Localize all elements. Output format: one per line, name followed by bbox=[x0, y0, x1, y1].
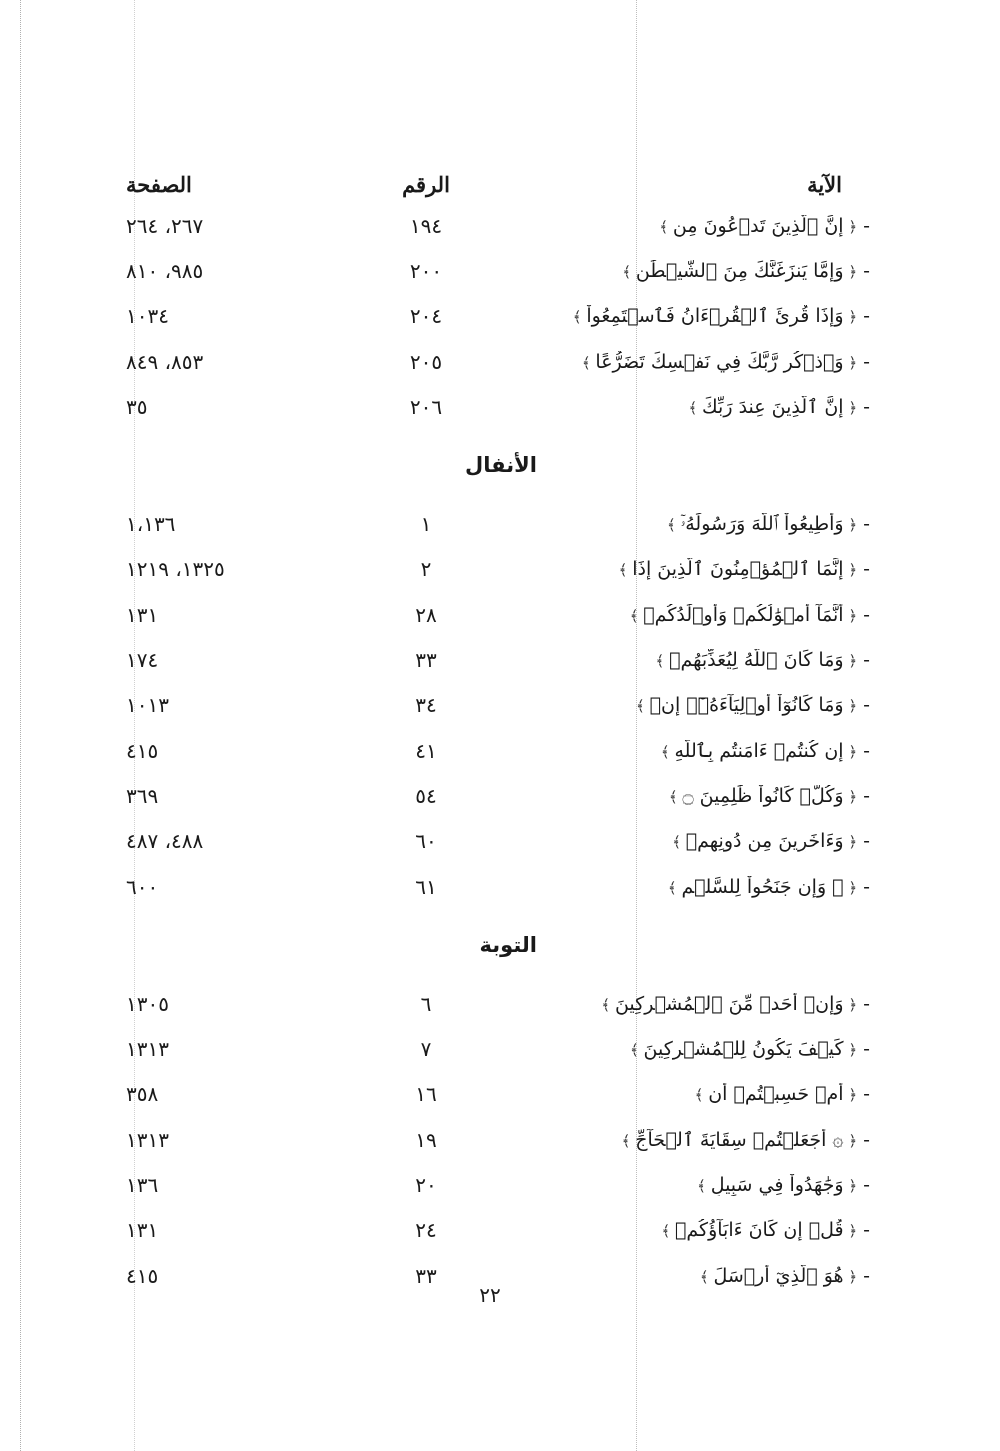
close-bracket-icon: ﴾ bbox=[659, 217, 673, 236]
verse-text: وَإِذَا قُرِئَ ٱلۡقُرۡءَانُ فَٱسۡتَمِعُواْ bbox=[586, 305, 844, 328]
index-row bbox=[110, 683, 870, 728]
close-bracket-icon: ﴾ bbox=[622, 262, 636, 281]
verse-cell bbox=[475, 1038, 870, 1060]
row-dash: - bbox=[863, 513, 870, 536]
verse-cell bbox=[475, 1174, 870, 1196]
open-bracket-icon: ﴿ bbox=[843, 742, 858, 761]
index-row bbox=[110, 819, 870, 864]
page-reference: ١٣١ bbox=[126, 602, 159, 627]
open-bracket-icon: ﴿ bbox=[843, 217, 858, 236]
verse-cell bbox=[475, 558, 870, 580]
open-bracket-icon: ﴿ bbox=[843, 1222, 858, 1241]
index-row bbox=[110, 773, 870, 818]
row-dash: - bbox=[863, 784, 870, 807]
page-reference: ٨٥٣، ٨٤٩ bbox=[126, 349, 204, 374]
page-reference: ٤٨٨، ٤٨٧ bbox=[126, 829, 204, 854]
verse-cell bbox=[475, 513, 870, 535]
verse-text: وَجَٰهَدُواْ فِي سَبِيلِ bbox=[710, 1173, 844, 1196]
row-dash: - bbox=[863, 649, 870, 672]
verse-cell bbox=[475, 351, 870, 373]
open-bracket-icon: ﴿ bbox=[843, 1176, 858, 1195]
verse-cell bbox=[475, 1083, 870, 1105]
verse-number: ٢٤ bbox=[415, 1218, 437, 1243]
close-bracket-icon: ﴾ bbox=[629, 1041, 644, 1060]
verse-text: إِنَّ ٱلَّذِينَ عِندَ رَبِّكَ bbox=[702, 395, 844, 418]
verse-text: وَإِمَّا يَنزَغَنَّكَ مِنَ ٱلشَّيۡطَٰنِ bbox=[635, 259, 844, 282]
verse-number: ١ bbox=[420, 512, 432, 537]
page-number: ٢٢ bbox=[479, 1283, 501, 1307]
surah-heading: التوبة bbox=[479, 933, 537, 958]
verse-number: ١٩٤ bbox=[409, 213, 443, 238]
page-reference: ١٠٣٤ bbox=[126, 304, 169, 329]
close-bracket-icon: ﴾ bbox=[668, 787, 683, 806]
verse-text: إِن كُنتُمۡ ءَامَنتُم بِٱللَّهِ bbox=[674, 739, 844, 762]
header-verse: الآية bbox=[807, 171, 842, 197]
verse-cell bbox=[475, 830, 870, 852]
row-dash: - bbox=[863, 739, 870, 762]
verse-text: هُوَ ٱلَّذِيٓ أَرۡسَلَ bbox=[713, 1264, 844, 1287]
verse-cell bbox=[475, 1129, 870, 1151]
verse-number: ٦ bbox=[420, 991, 432, 1016]
verse-text: وَإِنۡ أَحَدٞ مِّنَ ٱلۡمُشۡرِكِينَ bbox=[614, 992, 844, 1015]
verse-number: ٢ bbox=[420, 557, 432, 582]
close-bracket-icon: ﴾ bbox=[667, 878, 682, 897]
verse-cell bbox=[475, 694, 870, 716]
index-row bbox=[110, 981, 870, 1026]
verse-cell bbox=[475, 1219, 870, 1241]
row-dash: - bbox=[863, 1128, 870, 1151]
page-reference: ١٣١ bbox=[126, 1218, 159, 1243]
index-row bbox=[110, 1117, 870, 1162]
page-reference: ١٣١٣ bbox=[126, 1037, 169, 1062]
index-row bbox=[110, 637, 870, 682]
surah-heading: الأنفال bbox=[465, 453, 537, 478]
index-row bbox=[110, 294, 870, 339]
page-reference: ١،١٣٦ bbox=[126, 512, 176, 537]
verse-text: أَنَّمَآ أَمۡوَٰلُكُمۡ وَأَوۡلَٰدُكُمۡ bbox=[643, 603, 844, 626]
page-reference: ٩٨٥، ٨١٠ bbox=[126, 258, 204, 283]
verse-number: ٣٣ bbox=[415, 1263, 437, 1288]
close-bracket-icon: ﴾ bbox=[666, 516, 681, 535]
row-dash: - bbox=[863, 694, 870, 717]
verse-cell bbox=[475, 396, 870, 418]
open-bracket-icon: ﴿ bbox=[843, 697, 858, 716]
open-bracket-icon: ﴿ bbox=[843, 398, 858, 417]
close-bracket-icon: ﴾ bbox=[655, 652, 670, 671]
index-row bbox=[110, 248, 870, 293]
open-bracket-icon: ﴿ bbox=[843, 308, 858, 327]
open-bracket-icon: ﴿ bbox=[843, 516, 858, 535]
verse-number: ٣٤ bbox=[415, 693, 437, 718]
close-bracket-icon: ﴾ bbox=[601, 995, 615, 1014]
open-bracket-icon: ﴿ bbox=[843, 1267, 858, 1286]
index-row bbox=[110, 339, 870, 384]
verse-text: إِنَّمَا ٱلۡمُؤۡمِنُونَ ٱلَّذِينَ إِذَا bbox=[632, 558, 844, 581]
header-page: الصفحة bbox=[126, 171, 192, 197]
page-reference: ٤١٥ bbox=[126, 738, 159, 763]
index-row bbox=[110, 1026, 870, 1071]
index-row bbox=[110, 864, 870, 909]
close-bracket-icon: ﴾ bbox=[661, 1222, 675, 1241]
verse-number: ٢٠٦ bbox=[409, 394, 443, 419]
scan-margin-line-left bbox=[20, 0, 21, 1451]
verse-cell bbox=[475, 649, 870, 671]
row-dash: - bbox=[863, 875, 870, 898]
verse-number: ٦٠ bbox=[415, 829, 437, 854]
open-bracket-icon: ﴿ bbox=[843, 606, 858, 625]
page-reference: ١٧٤ bbox=[126, 648, 159, 673]
open-bracket-icon: ﴿ bbox=[843, 262, 858, 281]
page-reference: ١٣٢٥، ١٢١٩ bbox=[126, 557, 225, 582]
verse-text: وَمَا كَانُوٓاْ أَوۡلِيَآءَهُۥٓۚ إِنۡ bbox=[649, 694, 844, 717]
open-bracket-icon: ﴿ bbox=[843, 353, 858, 372]
row-dash: - bbox=[863, 1264, 870, 1287]
verse-cell bbox=[475, 215, 870, 237]
row-dash: - bbox=[863, 1219, 870, 1242]
open-bracket-icon: ﴿ bbox=[843, 652, 858, 671]
verse-number: ٣٣ bbox=[415, 648, 437, 673]
header-number: الرقم bbox=[402, 171, 450, 197]
verse-text: وَءَاخَرِينَ مِن دُونِهِمۡ bbox=[685, 830, 844, 853]
verse-cell bbox=[475, 260, 870, 282]
close-bracket-icon: ﴾ bbox=[672, 833, 686, 852]
row-dash: - bbox=[863, 395, 870, 418]
verse-text: وَمَا كَانَ ٱللَّهُ لِيُعَذِّبَهُمۡ bbox=[669, 649, 844, 672]
verse-index-page bbox=[110, 165, 870, 1298]
verse-text: ۞ وَإِن جَنَحُواْ لِلسَّلۡمِ bbox=[681, 875, 844, 898]
verse-number: ١٩ bbox=[415, 1127, 437, 1152]
row-dash: - bbox=[863, 1038, 870, 1061]
open-bracket-icon: ﴿ bbox=[843, 833, 858, 852]
verse-text: وَأَطِيعُواْ ٱللَّهَ وَرَسُولَهُۥٓ bbox=[680, 513, 844, 536]
close-bracket-icon: ﴾ bbox=[660, 742, 675, 761]
verse-number: ٢٠ bbox=[415, 1172, 437, 1197]
row-dash: - bbox=[863, 350, 870, 373]
verse-text: وَكُلّٞ كَانُواْ ظَٰلِمِينَ ۝ bbox=[682, 784, 844, 807]
row-dash: - bbox=[863, 558, 870, 581]
verse-text: كَيۡفَ يَكُونُ لِلۡمُشۡرِكِينَ bbox=[643, 1038, 844, 1061]
verse-text: إِنَّ ٱلَّذِينَ تَدۡعُونَ مِن bbox=[672, 214, 844, 237]
verse-number: ٢٠٠ bbox=[409, 258, 443, 283]
index-sections bbox=[110, 203, 870, 1298]
open-bracket-icon: ﴿ bbox=[843, 1131, 858, 1150]
page-reference: ١٣٦ bbox=[126, 1172, 159, 1197]
verse-number: ٧ bbox=[420, 1037, 432, 1062]
verse-cell bbox=[475, 993, 870, 1015]
close-bracket-icon: ﴾ bbox=[688, 398, 703, 417]
page-reference: ١٣١٣ bbox=[126, 1127, 169, 1152]
verse-number: ٥٤ bbox=[415, 783, 437, 808]
index-row bbox=[110, 1162, 870, 1207]
row-dash: - bbox=[863, 1083, 870, 1106]
row-dash: - bbox=[863, 1173, 870, 1196]
close-bracket-icon: ﴾ bbox=[699, 1267, 714, 1286]
close-bracket-icon: ﴾ bbox=[697, 1176, 711, 1195]
close-bracket-icon: ﴾ bbox=[621, 1131, 636, 1150]
verse-number: ٢٠٤ bbox=[409, 304, 443, 329]
index-row bbox=[110, 1072, 870, 1117]
verse-cell bbox=[475, 604, 870, 626]
page-reference: ٣٥٨ bbox=[126, 1082, 159, 1107]
close-bracket-icon: ﴾ bbox=[581, 353, 596, 372]
table-header bbox=[110, 165, 870, 203]
page-reference: ٣٥ bbox=[126, 394, 148, 419]
page-reference: ١٠١٣ bbox=[126, 693, 169, 718]
verse-cell bbox=[475, 785, 870, 807]
verse-number: ٢٠٥ bbox=[409, 349, 443, 374]
row-dash: - bbox=[863, 259, 870, 282]
open-bracket-icon: ﴿ bbox=[843, 787, 858, 806]
index-row bbox=[110, 501, 870, 546]
open-bracket-icon: ﴿ bbox=[843, 1041, 858, 1060]
close-bracket-icon: ﴾ bbox=[629, 606, 644, 625]
open-bracket-icon: ﴿ bbox=[843, 995, 858, 1014]
page-reference: ٤١٥ bbox=[126, 1263, 159, 1288]
index-row bbox=[110, 728, 870, 773]
verse-text: أَمۡ حَسِبۡتُمۡ أَن bbox=[708, 1083, 844, 1106]
verse-text: وَٱذۡكُر رَّبَّكَ فِي نَفۡسِكَ تَضَرُّعًا bbox=[595, 350, 844, 373]
open-bracket-icon: ﴿ bbox=[843, 878, 858, 897]
close-bracket-icon: ﴾ bbox=[636, 697, 650, 716]
row-dash: - bbox=[863, 305, 870, 328]
page-reference: ١٣٠٥ bbox=[126, 991, 169, 1016]
close-bracket-icon: ﴾ bbox=[572, 308, 587, 327]
verse-cell bbox=[475, 1265, 870, 1287]
open-bracket-icon: ﴿ bbox=[843, 1086, 858, 1105]
row-dash: - bbox=[863, 214, 870, 237]
verse-cell bbox=[475, 740, 870, 762]
index-row bbox=[110, 547, 870, 592]
verse-cell bbox=[475, 305, 870, 327]
verse-number: ٦١ bbox=[415, 874, 437, 899]
row-dash: - bbox=[863, 992, 870, 1015]
page-reference: ٦٠٠ bbox=[126, 874, 159, 899]
row-dash: - bbox=[863, 603, 870, 626]
index-row bbox=[110, 384, 870, 429]
verse-text: ۞ أَجَعَلۡتُمۡ سِقَايَةَ ٱلۡحَآجِّ bbox=[635, 1128, 844, 1151]
verse-text: قُلۡ إِن كَانَ ءَابَآؤُكُمۡ bbox=[675, 1219, 844, 1242]
index-row bbox=[110, 203, 870, 248]
row-dash: - bbox=[863, 830, 870, 853]
index-row bbox=[110, 592, 870, 637]
index-row bbox=[110, 1208, 870, 1253]
close-bracket-icon: ﴾ bbox=[618, 561, 633, 580]
verse-number: ٢٨ bbox=[415, 602, 437, 627]
close-bracket-icon: ﴾ bbox=[694, 1086, 709, 1105]
open-bracket-icon: ﴿ bbox=[843, 561, 858, 580]
verse-number: ٤١ bbox=[415, 738, 437, 763]
verse-number: ١٦ bbox=[415, 1082, 437, 1107]
verse-cell bbox=[475, 876, 870, 898]
page-reference: ٢٦٧، ٢٦٤ bbox=[126, 213, 204, 238]
page-reference: ٣٦٩ bbox=[126, 783, 159, 808]
